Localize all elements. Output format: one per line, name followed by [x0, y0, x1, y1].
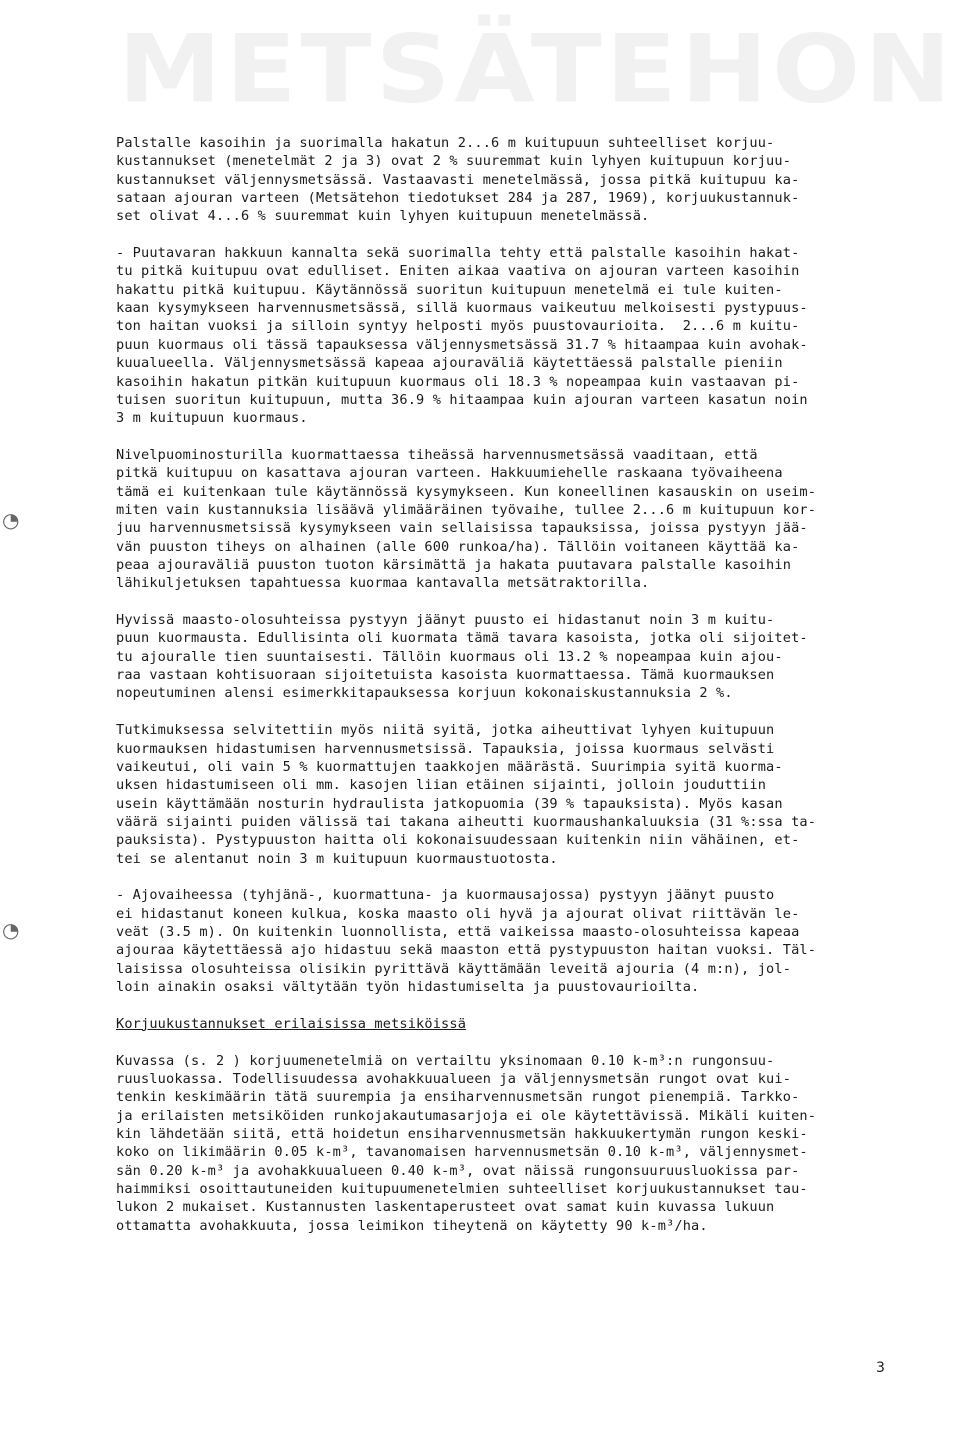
text-line: ajouraa käytettäessä ajo hidastuu sekä maaston että pystypuuston haitan vuoksi. Täl- — [116, 942, 817, 959]
text-line: - Ajovaiheessa (tyhjänä-, kuormattuna- ja kuormausajossa) pystyyn jäänyt puusto — [116, 887, 775, 904]
text-line: loin ainakin osaksi vältytään työn hidastumiselta ja puustovaurioilta. — [116, 979, 700, 996]
text-line: kin lähdetään siitä, että hoidetun ensiharvennusmetsän hakkuukertymän rungon keski- — [116, 1125, 808, 1142]
text-line: Kuvassa (s. 2 ) korjuumenetelmiä on vertailtu yksinomaan 0.10 k-m³:n rungonsuu- — [116, 1052, 775, 1069]
text-line: Nivelpuominosturilla kuormattaessa tiheässä harvennusmetsässä vaaditaan, että — [116, 446, 758, 463]
text-line: laisissa olosuhteissa olisikin pyrittävä käyttämään leveitä ajouria (4 m:n), jol- — [116, 960, 792, 977]
text-line: kustannukset (menetelmät 2 ja 3) ovat 2 % suuremmat kuin lyhyen kuitupuun korjuu- — [116, 153, 792, 170]
text-line: kaan kysymykseen harvennusmetsässä, sillä kuormaus vaikeutuu melkoisesti pystypuus- — [116, 300, 808, 317]
text-line: tu ajouralle tien suuntaisesti. Tällöin kuormaus oli 13.2 % nopeampaa kuin ajou- — [116, 648, 783, 665]
text-line: tenkin keskimäärin tätä suurempia ja ensiharvennusmetsän rungot pienempiä. Tarkko- — [116, 1089, 800, 1106]
binding-hole-mark: ◔ — [2, 508, 20, 532]
watermark-logo: METSÄTEHON — [118, 14, 956, 124]
binding-hole-mark: ◔ — [2, 918, 20, 942]
text-line: ja erilaisten metsiköiden runkojakautumasarjoja ei ole käytettävissä. Mikäli kuiten- — [116, 1107, 817, 1124]
text-line: lukon 2 mukaiset. Kustannusten laskentaperusteet ovat samat kuin kuvassa lukuun — [116, 1199, 775, 1216]
document-body — [116, 134, 894, 1253]
text-line: sataan ajouran varteen (Metsätehon tiedotukset 284 ja 287, 1969), korjuukustannuk- — [116, 190, 800, 207]
text-line: pauksista). Pystypuuston haitta oli kokonaisuudessaan kuitenkin niin vähäinen, et- — [116, 832, 800, 849]
text-line: sän 0.20 k-m³ ja avohakkuualueen 0.40 k-m³, ovat näissä rungonsuuruusluokissa par- — [116, 1162, 800, 1179]
text-line: puun kuormaus oli tässä tapauksessa väljennysmetsässä 31.7 % hitaampaa kuin avohak- — [116, 336, 808, 353]
text-line: uksen hidastumiseen oli mm. kasojen liian etäinen sijainti, jolloin jouduttiin — [116, 777, 767, 794]
text-line: hakattu pitkä kuitupuu. Käytännössä suoritun kuitupuun menetelmä ei tule kuiten- — [116, 281, 783, 298]
section-heading-block — [116, 1015, 894, 1033]
paragraph-3 — [116, 446, 894, 593]
paragraph-1 — [116, 134, 894, 226]
text-line: tämä ei kuitenkaan tule käytännössä kysymykseen. Kun koneellinen kasauskin on useim- — [116, 483, 817, 500]
text-line: tuisen suoritun kuitupuun, mutta 36.9 % hitaampaa kuin ajouran varteen kasatun noin — [116, 391, 808, 408]
text-line: vän puuston tiheys on alhainen (alle 600 runkoa/ha). Tällöin voitaneen käyttää ka- — [116, 538, 800, 555]
text-line: veät (3.5 m). On kuitenkin luonnollista, että vaikeissa maasto-olosuhteissa kapeaa — [116, 924, 800, 941]
text-line: kuualueella. Väljennysmetsässä kapeaa ajouraväliä käytettäessä palstalle pieniin — [116, 355, 783, 372]
text-line: tu pitkä kuitupuu ovat edulliset. Eniten aikaa vaativa on ajouran varteen kasoihin — [116, 263, 800, 280]
text-line: raa vastaan kohtisuoraan sijoitetuista kasoista kuormattaessa. Tämä kuormauksen — [116, 667, 775, 684]
text-line: ottamatta avohakkuuta, jossa leimikon tiheytenä on käytetty 90 k-m³/ha. — [116, 1217, 708, 1234]
text-line: nopeutuminen alensi esimerkkitapauksessa korjuun kokonaiskustannuksia 2 %. — [116, 685, 733, 702]
text-line: juu harvennusmetsissä kysymykseen vain sellaisissa tapauksissa, joissa pystyyn jää- — [116, 520, 808, 537]
text-line: set olivat 4...6 % suuremmat kuin lyhyen kuitupuun menetelmässä. — [116, 208, 650, 225]
text-line: väärä sijainti puiden välissä tai takana aiheutti kuormaushankaluuksia (31 %:ssa ta- — [116, 813, 817, 830]
text-line: vaikeutui, oli vain 5 % kuormattujen taakkojen määrästä. Suurimpia syitä kuorma- — [116, 758, 783, 775]
text-line: haimmiksi osoittautuneiden kuitupuumenetelmien suhteelliset korjuukustannukset tau- — [116, 1180, 808, 1197]
text-line: kustannukset väljennysmetsässä. Vastaavasti menetelmässä, jossa pitkä kuitupuu ka- — [116, 171, 800, 188]
text-line: miten vain kustannuksia lisäävä ylimääräinen työvaihe, tullee 2...6 m kuitupuun kor- — [116, 501, 817, 518]
paragraph-5 — [116, 721, 894, 868]
section-heading: Korjuukustannukset erilaisissa metsiköissä — [116, 1015, 467, 1032]
text-line: pitkä kuitupuu on kasattava ajouran varteen. Hakkuumiehelle raskaana työvaiheena — [116, 465, 783, 482]
text-line: lähikuljetuksen tapahtuessa kuormaa kantavalla metsätraktorilla. — [116, 575, 650, 592]
text-line: tei se alentanut noin 3 m kuitupuun kuormaustuotosta. — [116, 850, 558, 867]
text-line: kasoihin hakatun pitkän kuitupuun kuormaus oli 18.3 % nopeampaa kuin vastaavan pi- — [116, 373, 800, 390]
text-line: - Puutavaran hakkuun kannalta sekä suorimalla tehty että palstalle kasoihin hakat- — [116, 245, 800, 262]
text-line: Tutkimuksessa selvitettiin myös niitä syitä, jotka aiheuttivat lyhyen kuitupuun — [116, 722, 775, 739]
text-line: koko on likimäärin 0.05 k-m³, tavanomaisen harvennusmetsän 0.10 k-m³, väljennysmet- — [116, 1144, 808, 1161]
text-line: peaa ajouraväliä puuston tuoton kärsimättä ja hakata puutavara palstalle kasoihin — [116, 557, 792, 573]
text-line: kuormauksen hidastumisen harvennusmetsissä. Tapauksia, joissa kuormaus selvästi — [116, 740, 775, 757]
paragraph-6 — [116, 886, 894, 996]
text-line: 3 m kuitupuun kuormaus. — [116, 410, 308, 427]
paragraph-7 — [116, 1052, 894, 1235]
text-line: puun kuormausta. Edullisinta oli kuormata tämä tavara kasoista, jotka oli sijoitet- — [116, 630, 808, 647]
text-line: Hyvissä maasto-olosuhteissa pystyyn jäänyt puusto ei hidastanut noin 3 m kuitu- — [116, 612, 775, 629]
paragraph-2 — [116, 244, 894, 427]
paragraph-4 — [116, 611, 894, 703]
text-line: ruusluokassa. Todellisuudessa avohakkuualueen ja väljennysmetsän rungot ovat kui- — [116, 1070, 792, 1087]
text-line: usein käyttämään nosturin hydraulista jatkopuomia (39 % tapauksista). Myös kasan — [116, 795, 783, 812]
text-line: ei hidastanut koneen kulkua, koska maasto oli hyvä ja ajourat olivat riittävän le- — [116, 905, 800, 922]
page-number: 3 — [876, 1360, 885, 1376]
text-line: Palstalle kasoihin ja suorimalla hakatun 2...6 m kuitupuun suhteelliset korjuu- — [116, 135, 775, 151]
text-line: ton haitan vuoksi ja silloin syntyy helposti myös puustovaurioita. 2...6 m kuitu- — [116, 318, 800, 335]
